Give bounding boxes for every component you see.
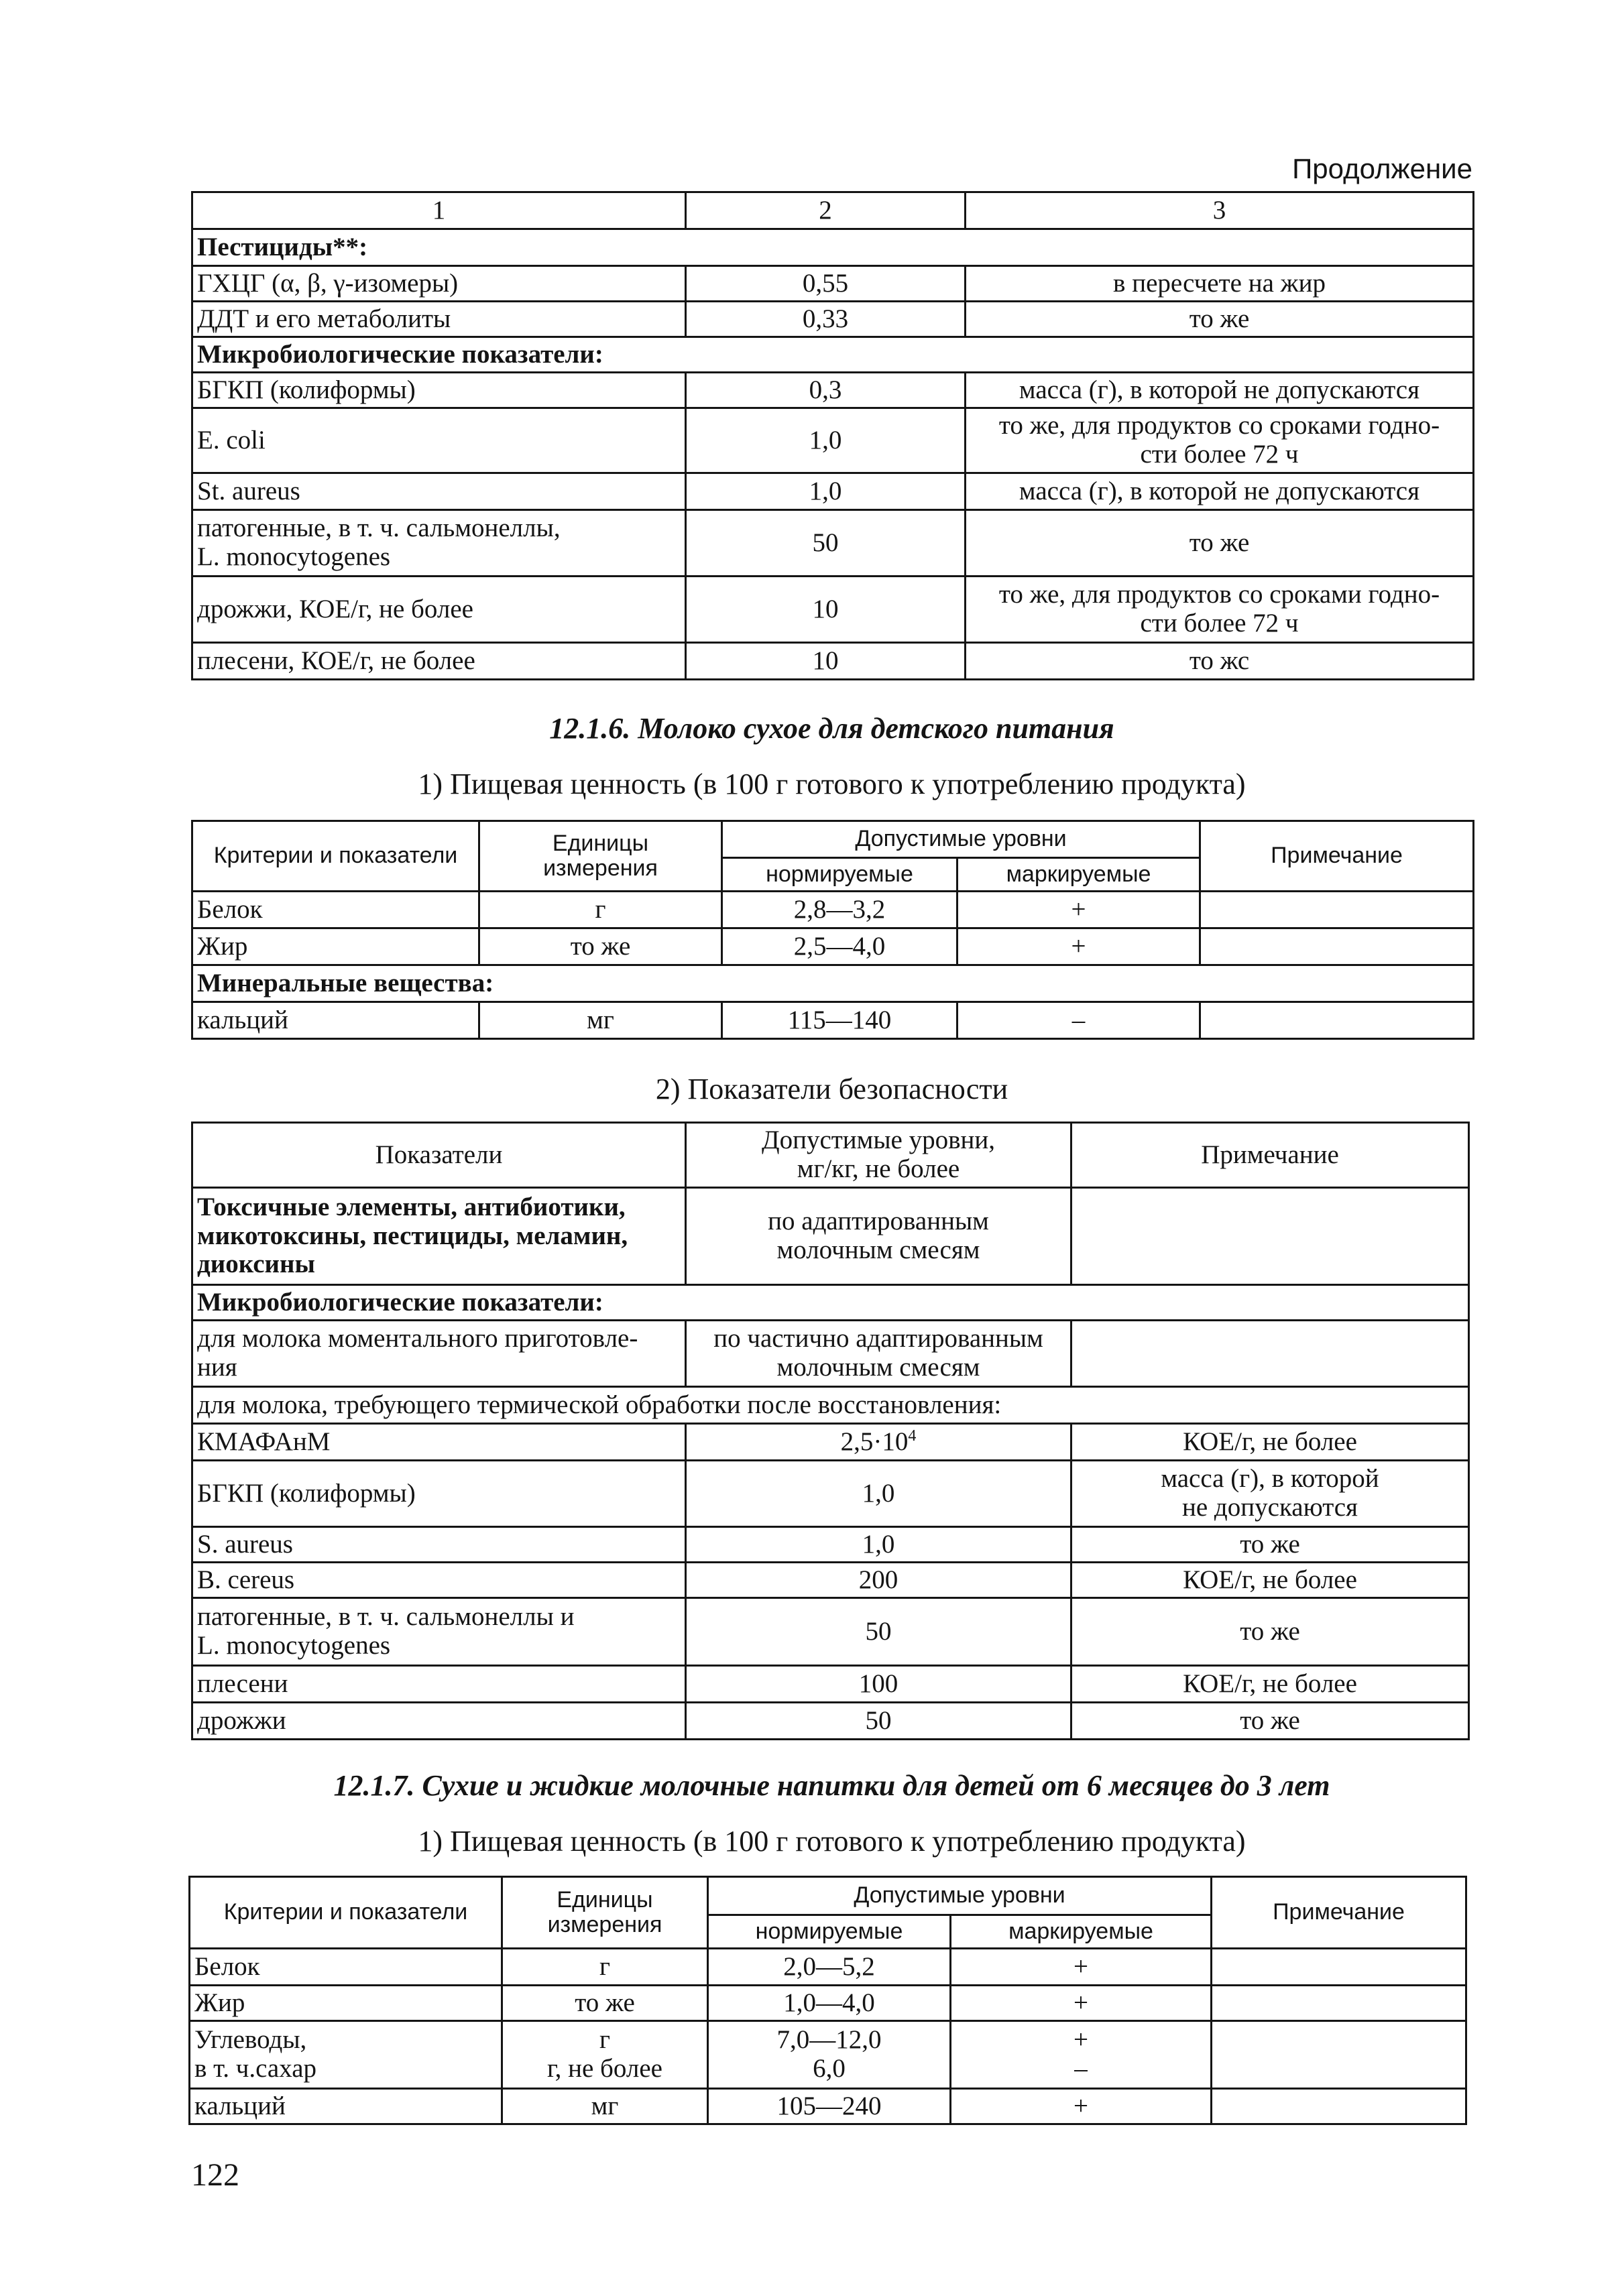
table-row — [190, 2089, 1466, 2124]
indicator-note — [1212, 2021, 1466, 2089]
table-row — [190, 2021, 1466, 2089]
indicator-name: St. aureus — [192, 473, 686, 510]
indicator-name: БГКП (колиформы) — [192, 1461, 686, 1527]
indicator-name: патогенные, в т. ч. сальмонеллы, L. monocytogenes — [192, 510, 686, 577]
indicator-note — [1200, 892, 1474, 928]
table-row — [192, 1188, 1469, 1285]
indicator-note: то же — [1071, 1598, 1469, 1666]
indicator-note — [1200, 1002, 1474, 1039]
indicator-name: Углеводы, в т. ч.сахар — [190, 2021, 502, 2089]
indicator-note: то же, для продуктов со сроками годно- сти более 72 ч — [966, 408, 1474, 473]
indicator-name: БГКП (колиформы) — [192, 373, 686, 408]
indicator-note: масса (г), в которой не допускаются — [966, 473, 1474, 510]
header-levels: Допустимые уровни — [722, 821, 1200, 858]
indicator-note: в пересчете на жир — [966, 266, 1474, 302]
group-heading-micro: Микробиологические показатели: — [192, 1285, 1469, 1321]
continuation-label: Продолжение — [1292, 153, 1472, 184]
header-note: Примечание — [1200, 821, 1474, 892]
indicator-note — [1212, 1949, 1466, 1986]
indicator-value: 1,0 — [686, 1461, 1071, 1527]
indicator-value — [686, 1424, 1071, 1461]
section-title: 12.1.7. Сухие и жидкие молочные напитки для детей от 6 месяцев до 3 лет — [333, 1769, 1330, 1802]
indicator-note: масса (г), в которой не допускаются — [1071, 1461, 1469, 1527]
header-normed: нормируемые — [708, 1915, 951, 1949]
table-row — [192, 1424, 1469, 1461]
indicator-name: S. aureus — [192, 1527, 686, 1563]
indicator-unit: мг — [502, 2089, 708, 2124]
nutrition-caption: 1) Пищевая ценность (в 100 г готового к употреблению продукта) — [418, 768, 1246, 800]
indicator-value: 10 — [686, 577, 966, 643]
table-row — [192, 266, 1474, 302]
indicator-name: Белок — [192, 892, 479, 928]
group-row — [192, 337, 1474, 373]
indicator-value: 0,3 — [686, 373, 966, 408]
indicator-labeled: + — [951, 1986, 1212, 2021]
indicator-unit: то же — [502, 1986, 708, 2021]
group-heading-micro: Микробиологические показатели: — [192, 337, 1474, 373]
indicator-note: КОЕ/г, не более — [1071, 1563, 1469, 1598]
table-row — [192, 302, 1474, 337]
indicator-note: то жс — [966, 643, 1474, 680]
group-row — [192, 1387, 1469, 1424]
indicator-name: кальций — [192, 1002, 479, 1039]
table-row — [192, 510, 1474, 577]
indicator-name: ГХЦГ (α, β, γ-изомеры) — [192, 266, 686, 302]
page-number: 122 — [191, 2157, 239, 2193]
indicator-name: плесени — [192, 1666, 686, 1703]
indicator-value: 50 — [686, 1598, 1071, 1666]
header-note: Примечание — [1212, 1877, 1466, 1949]
indicator-labeled: – — [958, 1002, 1200, 1039]
header-units: Единицы измерения — [479, 821, 722, 892]
header-criteria: Критерии и показатели — [192, 821, 479, 892]
indicator-note: то же — [1071, 1527, 1469, 1563]
column-number: 1 — [192, 192, 686, 229]
indicator-value: 1,0 — [686, 473, 966, 510]
safety-caption: 2) Показатели безопасности — [655, 1073, 1008, 1105]
indicator-normed: 2,5—4,0 — [722, 928, 958, 965]
indicator-normed: 115—140 — [722, 1002, 958, 1039]
indicator-value: 50 — [686, 510, 966, 577]
table-row — [192, 1563, 1469, 1598]
indicator-value: 0,33 — [686, 302, 966, 337]
indicator-note — [1200, 928, 1474, 965]
indicator-note: КОЕ/г, не более — [1071, 1666, 1469, 1703]
group-heading-pesticides: Пестициды**: — [192, 229, 1474, 266]
indicator-labeled: + — [958, 928, 1200, 965]
indicator-value: по адаптированным молочным смесям — [686, 1188, 1071, 1285]
indicator-value: 200 — [686, 1563, 1071, 1598]
indicator-note — [1071, 1321, 1469, 1387]
table-header-row — [192, 192, 1474, 229]
group-row — [192, 229, 1474, 266]
indicator-name: КМАФАнМ — [192, 1424, 686, 1461]
indicator-name: для молока моментального приготовле- ния — [192, 1321, 686, 1387]
group-heading-thermal: для молока, требующего термической обработки после восстановления: — [192, 1387, 1469, 1424]
indicator-name: E. coli — [192, 408, 686, 473]
indicator-normed: 7,0—12,0 6,0 — [708, 2021, 951, 2089]
indicator-normed: 2,8—3,2 — [722, 892, 958, 928]
indicator-note: то же — [1071, 1703, 1469, 1740]
indicator-name: Белок — [190, 1949, 502, 1986]
indicator-value: 100 — [686, 1666, 1071, 1703]
nutrition-table — [191, 820, 1474, 1040]
nutrition-caption: 1) Пищевая ценность (в 100 г готового к употреблению продукта) — [418, 1825, 1246, 1858]
indicator-normed: 2,0—5,2 — [708, 1949, 951, 1986]
indicator-labeled: + — [951, 2089, 1212, 2124]
group-row — [192, 1285, 1469, 1321]
safety-table — [191, 1122, 1470, 1740]
indicator-normed: 1,0—4,0 — [708, 1986, 951, 2021]
table-row — [192, 1461, 1469, 1527]
table-row — [190, 1986, 1466, 2021]
table-row — [192, 1666, 1469, 1703]
indicator-normed: 105—240 — [708, 2089, 951, 2124]
header-normed: нормируемые — [722, 858, 958, 892]
group-heading-minerals: Минеральные вещества: — [192, 965, 1474, 1002]
indicator-labeled: + — [958, 892, 1200, 928]
table-row — [192, 892, 1474, 928]
header-levels: Допустимые уровни, мг/кг, не более — [686, 1123, 1071, 1188]
indicator-note — [1071, 1188, 1469, 1285]
nutrition-table — [188, 1876, 1467, 2125]
indicator-name: B. cereus — [192, 1563, 686, 1598]
indicator-labeled: + — [951, 1949, 1212, 1986]
indicator-note: масса (г), в которой не допускаются — [966, 373, 1474, 408]
indicator-name: дрожжи — [192, 1703, 686, 1740]
indicator-name: патогенные, в т. ч. сальмонеллы и L. monocytogenes — [192, 1598, 686, 1666]
indicator-value: по частично адаптированным молочным смесям — [686, 1321, 1071, 1387]
value-base: 2,5·10 — [840, 1427, 909, 1456]
table-header-row — [190, 1877, 1466, 1915]
header-indicators: Показатели — [192, 1123, 686, 1188]
header-labeled: маркируемые — [951, 1915, 1212, 1949]
indicator-value: 10 — [686, 643, 966, 680]
section-title: 12.1.6. Молоко сухое для детского питания — [549, 712, 1114, 745]
indicator-value: 0,55 — [686, 266, 966, 302]
indicator-note — [1212, 1986, 1466, 2021]
continuation-table — [191, 191, 1474, 680]
table-row — [190, 1949, 1466, 1986]
table-row — [192, 643, 1474, 680]
table-header-row — [192, 821, 1474, 858]
indicator-name: дрожжи, КОЕ/г, не более — [192, 577, 686, 643]
table-row — [192, 473, 1474, 510]
table-row — [192, 1527, 1469, 1563]
indicator-unit: то же — [479, 928, 722, 965]
indicator-name: Жир — [192, 928, 479, 965]
indicator-unit: г — [479, 892, 722, 928]
indicator-name: Токсичные элементы, антибиотики, микотоксины, пестициды, меламин, диоксины — [192, 1188, 686, 1285]
header-note: Примечание — [1071, 1123, 1469, 1188]
indicator-value: 1,0 — [686, 408, 966, 473]
indicator-note: то же — [966, 302, 1474, 337]
table-row — [192, 373, 1474, 408]
indicator-labeled: + – — [951, 2021, 1212, 2089]
header-units: Единицы измерения — [502, 1877, 708, 1949]
indicator-name: плесени, КОЕ/г, не более — [192, 643, 686, 680]
table-row — [192, 408, 1474, 473]
header-levels: Допустимые уровни — [708, 1877, 1212, 1915]
table-row — [192, 928, 1474, 965]
value-exponent: 4 — [908, 1427, 917, 1445]
table-row — [192, 577, 1474, 643]
column-number: 2 — [686, 192, 966, 229]
indicator-value: 50 — [686, 1703, 1071, 1740]
table-row — [192, 1002, 1474, 1039]
indicator-note: КОЕ/г, не более — [1071, 1424, 1469, 1461]
table-row — [192, 1703, 1469, 1740]
indicator-note: то же — [966, 510, 1474, 577]
table-header-row — [192, 1123, 1469, 1188]
column-number: 3 — [966, 192, 1474, 229]
group-row — [192, 965, 1474, 1002]
indicator-unit: г — [502, 1949, 708, 1986]
indicator-note — [1212, 2089, 1466, 2124]
indicator-value: 1,0 — [686, 1527, 1071, 1563]
indicator-name: Жир — [190, 1986, 502, 2021]
header-labeled: маркируемые — [958, 858, 1200, 892]
table-row — [192, 1598, 1469, 1666]
table-row — [192, 1321, 1469, 1387]
header-criteria: Критерии и показатели — [190, 1877, 502, 1949]
indicator-unit: г г, не более — [502, 2021, 708, 2089]
indicator-unit: мг — [479, 1002, 722, 1039]
indicator-name: кальций — [190, 2089, 502, 2124]
indicator-note: то же, для продуктов со сроками годно- сти более 72 ч — [966, 577, 1474, 643]
indicator-name: ДДТ и его метаболиты — [192, 302, 686, 337]
